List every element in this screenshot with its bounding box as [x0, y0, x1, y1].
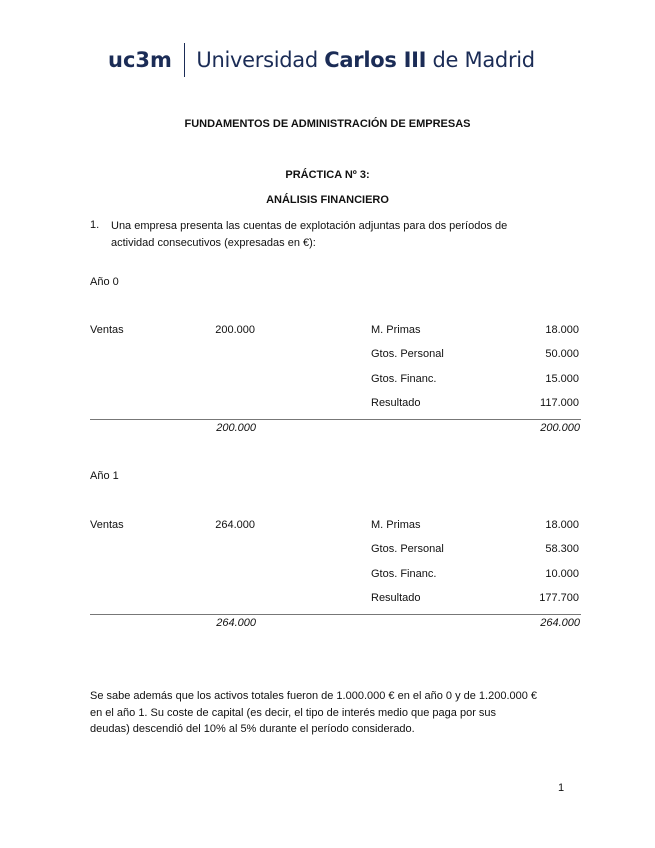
- year0-row-label: Gtos. Personal: [371, 348, 444, 360]
- course-title: FUNDAMENTOS DE ADMINISTRACIÓN DE EMPRESAS: [184, 118, 471, 130]
- year0-row-label: Gtos. Financ.: [371, 373, 437, 385]
- university-logo: [108, 40, 535, 80]
- year1-row-label: Gtos. Financ.: [371, 568, 437, 580]
- year1-total-rule: [90, 614, 581, 615]
- logo-short: uc3m: [108, 48, 172, 72]
- year0-sales-value: 200.000: [215, 324, 255, 336]
- year1-row-value: 18.000: [545, 519, 579, 531]
- year1-total-left: 264.000: [216, 617, 256, 629]
- year0-row-value: 117.000: [540, 397, 579, 409]
- practice-title: PRÁCTICA Nº 3:: [285, 169, 370, 181]
- year1-row-value: 58.300: [545, 543, 579, 555]
- year1-row-label: Gtos. Personal: [371, 543, 444, 555]
- year1-row-value: 177.700: [539, 592, 579, 604]
- page-number: 1: [558, 782, 565, 794]
- year1-label: Año 1: [90, 470, 119, 482]
- logo-divider: [184, 43, 186, 77]
- year1-row-label: Resultado: [371, 592, 421, 604]
- year0-row-label: M. Primas: [371, 324, 421, 336]
- year0-row-value: 15.000: [545, 373, 579, 385]
- year1-total-right: 264.000: [540, 617, 580, 629]
- topic-title: ANÁLISIS FINANCIERO: [266, 194, 389, 206]
- year0-total-right: 200.000: [540, 422, 580, 434]
- question-text: Una empresa presenta las cuentas de explotación adjuntas para dos períodos de actividad consecutivos (expresadas en €):: [111, 220, 508, 249]
- year1-sales-value: 264.000: [215, 519, 255, 531]
- year0-sales-label: Ventas: [90, 324, 124, 336]
- year1-row-value: 10.000: [545, 568, 579, 580]
- year0-label: Año 0: [90, 276, 119, 288]
- question-number: 1.: [90, 219, 100, 231]
- year0-row-label: Resultado: [371, 397, 421, 409]
- year0-row-value: 18.000: [545, 324, 579, 336]
- year0-total-rule: [90, 419, 581, 420]
- closing-paragraph: Se sabe además que los activos totales fueron de 1.000.000 € en el año 0 y de 1.200.000 € en el año 1. Su coste de capital (es decir, el tipo de interés medio que paga por sus deudas) descendió del 10% al 5% durante el período considerado.: [90, 690, 538, 735]
- year0-row-value: 50.000: [545, 348, 579, 360]
- year0-total-left: 200.000: [216, 422, 256, 434]
- year1-sales-label: Ventas: [90, 519, 124, 531]
- year1-row-label: M. Primas: [371, 519, 421, 531]
- logo-name: Universidad Carlos III de Madrid: [196, 48, 535, 72]
